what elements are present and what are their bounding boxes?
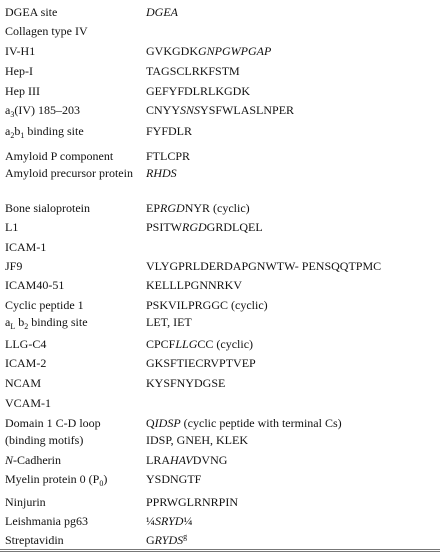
- text-segment: DGEA: [146, 5, 178, 19]
- text-segment: GRDLQEL: [206, 220, 263, 234]
- text-segment: GVKGDK: [146, 44, 198, 58]
- peptide-sequence: [146, 495, 438, 509]
- text-segment: YSFWLASLNPER: [200, 103, 295, 117]
- molecule-name: ICAM-1: [5, 240, 47, 254]
- text-segment: GNPGWPGAP: [198, 44, 272, 58]
- peptide-sequence: [146, 298, 438, 312]
- text-segment: a: [5, 124, 11, 138]
- text-segment: DVNG: [192, 453, 228, 467]
- text-segment: IDSP: [154, 416, 181, 430]
- peptide-sequence: [146, 259, 438, 273]
- text-segment: CPCF: [146, 337, 176, 351]
- text-segment: YSDNGTF: [146, 472, 202, 486]
- molecule-name: [5, 103, 143, 117]
- peptide-sequence: [146, 337, 438, 351]
- text-segment: KYSFNYDGSE: [146, 376, 226, 390]
- molecule-name: [5, 453, 143, 467]
- text-segment: KELLLPGNNRKV: [146, 278, 242, 292]
- text-segment: CNYY: [146, 103, 181, 117]
- peptide-sequence: [146, 84, 438, 98]
- text-segment: LRA: [146, 453, 170, 467]
- peptide-sequence: [146, 149, 438, 163]
- peptide-sequence: [146, 356, 438, 370]
- peptide-sequence: [146, 220, 438, 234]
- table-bottom-rule: [0, 549, 440, 552]
- molecule-name: Hep III: [5, 84, 40, 98]
- peptide-sequence: [146, 166, 438, 180]
- peptide-sequence: [146, 533, 438, 547]
- peptide-sequence: [146, 44, 438, 58]
- text-segment: a: [5, 103, 11, 117]
- peptide-sequence: [146, 433, 438, 447]
- text-segment: GKSFTIECRVPTVEP: [146, 356, 256, 370]
- molecule-name: Collagen type IV: [5, 24, 88, 38]
- text-segment: g: [183, 532, 188, 541]
- text-segment: RGD: [160, 201, 185, 215]
- peptide-sequence: [146, 64, 438, 78]
- peptide-sequence: [146, 103, 438, 117]
- peptide-sequence: [146, 376, 438, 390]
- text-segment: ¼: [146, 514, 155, 528]
- text-segment: 2: [10, 131, 15, 140]
- text-segment: PSITW: [146, 220, 182, 234]
- text-segment: L: [10, 322, 16, 331]
- text-segment: (IV) 185–203: [14, 103, 80, 117]
- molecule-name: LLG-C4: [5, 337, 47, 351]
- text-segment: 3: [10, 110, 15, 119]
- peptide-sequence: [146, 278, 438, 292]
- text-segment: 1: [20, 131, 25, 140]
- text-segment: FTLCPR: [146, 149, 191, 163]
- text-segment: ): [103, 472, 108, 486]
- molecule-name: ICAM-2: [5, 356, 47, 370]
- text-segment: VLYGPRLDERDAPGNWTW- PENSQQTPMC: [146, 259, 382, 273]
- text-segment: PPRWGLRNRPIN: [146, 495, 239, 509]
- peptide-sequence: [146, 201, 438, 215]
- molecule-name: [5, 124, 143, 138]
- text-segment: a: [5, 315, 11, 329]
- peptide-sequence: [146, 416, 438, 430]
- text-segment: CC (cyclic): [197, 337, 254, 351]
- molecule-name: Bone sialoprotein: [5, 201, 90, 215]
- peptide-sequence: [146, 124, 438, 138]
- molecule-name: (binding motifs): [5, 433, 84, 447]
- molecule-name: Amyloid precursor protein: [5, 166, 133, 180]
- molecule-name: Streptavidin: [5, 533, 64, 547]
- peptide-sequence: [146, 472, 438, 486]
- molecule-name: Amyloid P component: [5, 149, 114, 163]
- molecule-name: Domain 1 C-D loop: [5, 416, 101, 430]
- text-segment: SNS: [180, 103, 201, 117]
- text-segment: FYFDLR: [146, 124, 193, 138]
- text-segment: binding site: [28, 315, 88, 329]
- text-segment: (cyclic peptide with terminal Cs): [180, 416, 342, 430]
- text-segment: 2: [24, 322, 29, 331]
- text-segment: RHDS: [146, 166, 177, 180]
- text-segment: EP: [146, 201, 161, 215]
- molecule-name: JF9: [5, 259, 23, 273]
- molecule-name: Ninjurin: [5, 495, 46, 509]
- text-segment: HAV: [170, 453, 193, 467]
- molecule-name: [5, 315, 143, 329]
- text-segment: ¼: [183, 514, 193, 528]
- text-segment: b: [14, 124, 21, 138]
- text-segment: LET, IET: [146, 315, 192, 329]
- text-segment: GEFYFDLRLKGDK: [146, 84, 251, 98]
- text-segment: Myelin protein 0 (P: [5, 472, 100, 486]
- peptide-sequence: [146, 315, 438, 329]
- text-segment: PSKVILPRGGC (cyclic): [146, 298, 268, 312]
- molecule-name: [5, 472, 143, 486]
- peptide-sequence: [146, 5, 438, 19]
- text-segment: RYDS: [154, 533, 184, 547]
- text-segment: SRYD: [155, 514, 184, 528]
- text-segment: NYR (cyclic): [184, 201, 250, 215]
- molecule-name: Hep-I: [5, 64, 33, 78]
- peptide-sequence: [146, 453, 438, 467]
- text-segment: N: [5, 453, 14, 467]
- text-segment: Q: [146, 416, 155, 430]
- molecule-name: Cyclic peptide 1: [5, 298, 84, 312]
- molecule-name: Leishmania pg63: [5, 514, 88, 528]
- molecule-name: NCAM: [5, 376, 42, 390]
- text-segment: TAGSCLRKFSTM: [146, 64, 240, 78]
- text-segment: RGD: [182, 220, 207, 234]
- text-segment: G: [146, 533, 155, 547]
- molecule-name: VCAM-1: [5, 396, 52, 410]
- text-segment: IDSP, GNEH, KLEK: [146, 433, 248, 447]
- text-segment: b: [15, 315, 25, 329]
- text-segment: LLG: [175, 337, 198, 351]
- text-segment: binding site: [24, 124, 84, 138]
- molecule-name: ICAM40-51: [5, 278, 65, 292]
- molecule-name: DGEA site: [5, 5, 58, 19]
- text-segment: -Cadherin: [13, 453, 61, 467]
- peptide-sequence: [146, 514, 438, 528]
- text-segment: 0: [99, 479, 104, 488]
- molecule-name: L1: [5, 220, 19, 234]
- molecule-name: IV-H1: [5, 44, 36, 58]
